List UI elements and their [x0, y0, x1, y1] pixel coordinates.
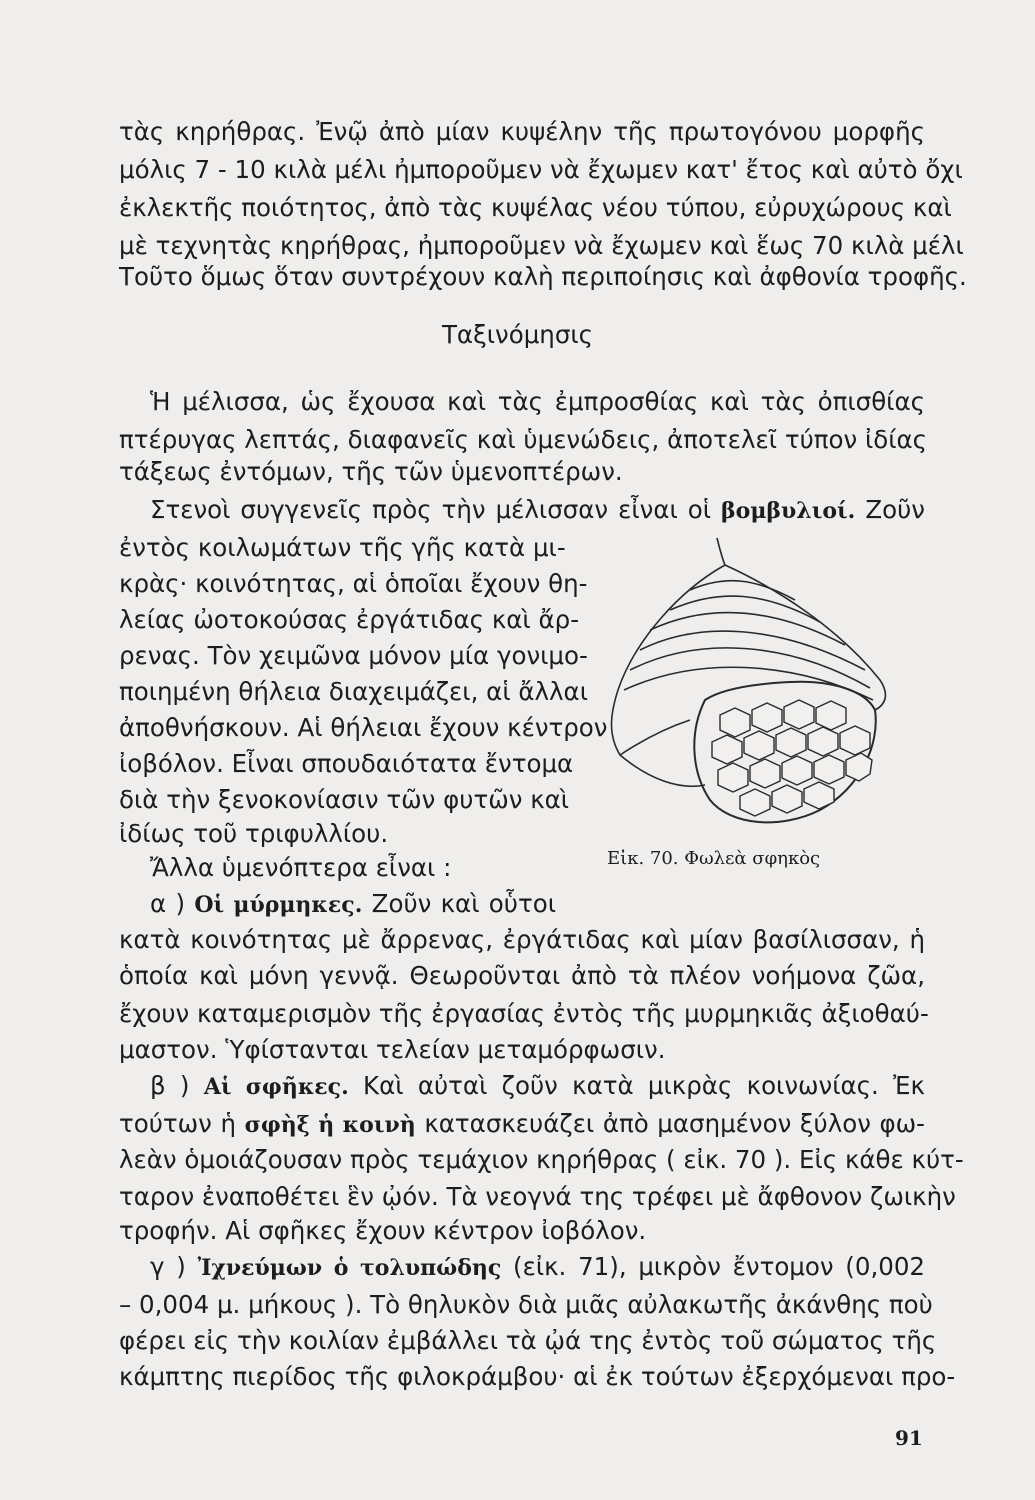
- text-line: ἔχουν καταμερισμὸν τῆς ἐργασίας ἐντὸς τῆς μυρμηκιᾶς ἀξιοθαύ-: [119, 999, 929, 1028]
- text-span: κατασκευάζει ἀπὸ μασημένον ξύλον φω-: [415, 1109, 925, 1138]
- text-span: Ζοῦν: [855, 495, 925, 524]
- text-line: κρὰς· κοινότητας, αἱ ὁποῖαι ἔχουν θη-: [119, 569, 588, 598]
- text-line: φέρει εἰς τὴν κοιλίαν ἐμβάλλει τὰ ᾠά της ἐντὸς τοῦ σώματος τῆς: [119, 1326, 937, 1355]
- text-line: [150, 1250, 925, 1285]
- text-line: ὁποία καὶ μόνη γεννᾷ. Θεωροῦνται ἀπὸ τὰ πλέον νοήμονα ζῶα,: [119, 961, 925, 990]
- text-line: [150, 887, 556, 922]
- text-line: τὰς κηρήθρας. Ἐνῷ ἀπὸ μίαν κυψέλην τῆς πρωτογόνου μορφῆς: [119, 117, 925, 146]
- text-line: λείας ὠοτοκούσας ἐργάτιδας καὶ ἄρ-: [119, 605, 580, 634]
- page-number: 91: [895, 1426, 923, 1450]
- text-span: Στενοὶ συγγενεῖς πρὸς τὴν μέλισσαν εἶναι οἱ: [150, 495, 722, 524]
- term-bold: Οἱ μύρμηκες.: [194, 892, 363, 918]
- text-line: μαστον. Ὑφίστανται τελείαν μεταμόρφωσιν.: [119, 1035, 666, 1064]
- text-line: ἰδίως τοῦ τριφυλλίου.: [119, 819, 389, 848]
- text-span: Ζοῦν καὶ οὗτοι: [362, 889, 557, 918]
- text-line: διὰ τὴν ξενοκονίασιν τῶν φυτῶν καὶ: [119, 785, 570, 814]
- text-line: πτέρυγας λεπτάς, διαφανεῖς καὶ ὑμενώδεις, ἀποτελεῖ τύπον ἰδίας: [119, 425, 928, 454]
- text-line: – 0,004 μ. μήκους ). Τὸ θηλυκὸν διὰ μιᾶς αὐλακωτῆς ἀκάνθης ποὺ: [119, 1290, 933, 1319]
- text-line: μὲ τεχνητὰς κηρήθρας, ἠμποροῦμεν νὰ ἔχωμεν καὶ ἕως 70 κιλὰ μέλι: [119, 231, 964, 260]
- text-line: ποιημένη θήλεια διαχειμάζει, αἱ ἄλλαι: [119, 677, 588, 706]
- comb-cells: [712, 700, 872, 816]
- text-span: Καὶ αὐταὶ ζοῦν κατὰ μικρὰς κοινωνίας. Ἐκ: [348, 1071, 926, 1100]
- text-line: ρενας. Τὸν χειμῶνα μόνον μία γονιμο-: [119, 641, 588, 670]
- text-line: τάξεως ἐντόμων, τῆς τῶν ὑμενοπτέρων.: [119, 457, 623, 486]
- list-marker: γ ): [150, 1252, 186, 1281]
- text-span: (εἰκ. 71), μικρὸν ἔντομον (0,002: [501, 1252, 926, 1281]
- term-bold: Ἰχνεύμων ὁ τολυπώδης: [197, 1255, 502, 1281]
- term-bold: σφὴξ ἡ κοινὴ: [244, 1112, 416, 1138]
- text-line: [119, 1107, 925, 1142]
- text-line: [150, 1069, 925, 1104]
- text-line: Ἡ μέλισσα, ὡς ἔχουσα καὶ τὰς ἐμπροσθίας καὶ τὰς ὀπισθίας: [150, 387, 925, 416]
- text-line: [150, 493, 925, 528]
- text-span: τούτων ἡ: [119, 1109, 245, 1138]
- text-line: ταρον ἐναποθέτει ἓν ᾠόν. Τὰ νεογνά της τρέφει μὲ ἄφθονον ζωικὴν: [119, 1182, 956, 1211]
- text-line: λεὰν ὁμοιάζουσαν πρὸς τεμάχιον κηρήθρας ( εἰκ. 70 ). Εἰς κάθε κύτ-: [119, 1145, 964, 1174]
- text-line: Ἄλλα ὑμενόπτερα εἶναι :: [150, 853, 452, 882]
- wasp-nest-illustration: [580, 530, 910, 830]
- text-line: κατὰ κοινότητας μὲ ἄρρενας, ἐργάτιδας καὶ μίαν βασίλισσαν, ἡ: [119, 925, 925, 954]
- text-line: ἀποθνήσκουν. Αἱ θήλειαι ἔχουν κέντρον: [119, 713, 608, 742]
- text-line: ἐντὸς κοιλωμάτων τῆς γῆς κατὰ μι-: [119, 533, 566, 562]
- term-bold: βομβυλιοί.: [721, 498, 856, 524]
- text-line: ἰοβόλον. Εἶναι σπουδαιότατα ἔντομα: [119, 749, 574, 778]
- text-line: Τοῦτο ὅμως ὅταν συντρέχουν καλὴ περιποίησις καὶ ἀφθονία τροφῆς.: [119, 262, 967, 291]
- figure-caption: Εἰκ. 70. Φωλεὰ σφηκὸς: [607, 848, 821, 869]
- text-line: κάμπτης πιερίδος τῆς φιλοκράμβου· αἱ ἐκ τούτων ἐξερχόμεναι προ-: [119, 1362, 956, 1391]
- list-marker: β ): [150, 1071, 190, 1100]
- term-bold: Αἱ σφῆκες.: [203, 1074, 349, 1100]
- section-heading: Ταξινόμησις: [441, 320, 594, 349]
- text-line: ἐκλεκτῆς ποιότητος, ἀπὸ τὰς κυψέλας νέου τύπου, εὐρυχώρους καὶ: [119, 193, 952, 222]
- text-line: μόλις 7 - 10 κιλὰ μέλι ἠμποροῦμεν νὰ ἔχωμεν κατ' ἔτος καὶ αὐτὸ ὄχι: [119, 155, 963, 184]
- list-marker: α ): [150, 889, 186, 918]
- text-line: τροφήν. Αἱ σφῆκες ἔχουν κέντρον ἰοβόλον.: [119, 1216, 647, 1245]
